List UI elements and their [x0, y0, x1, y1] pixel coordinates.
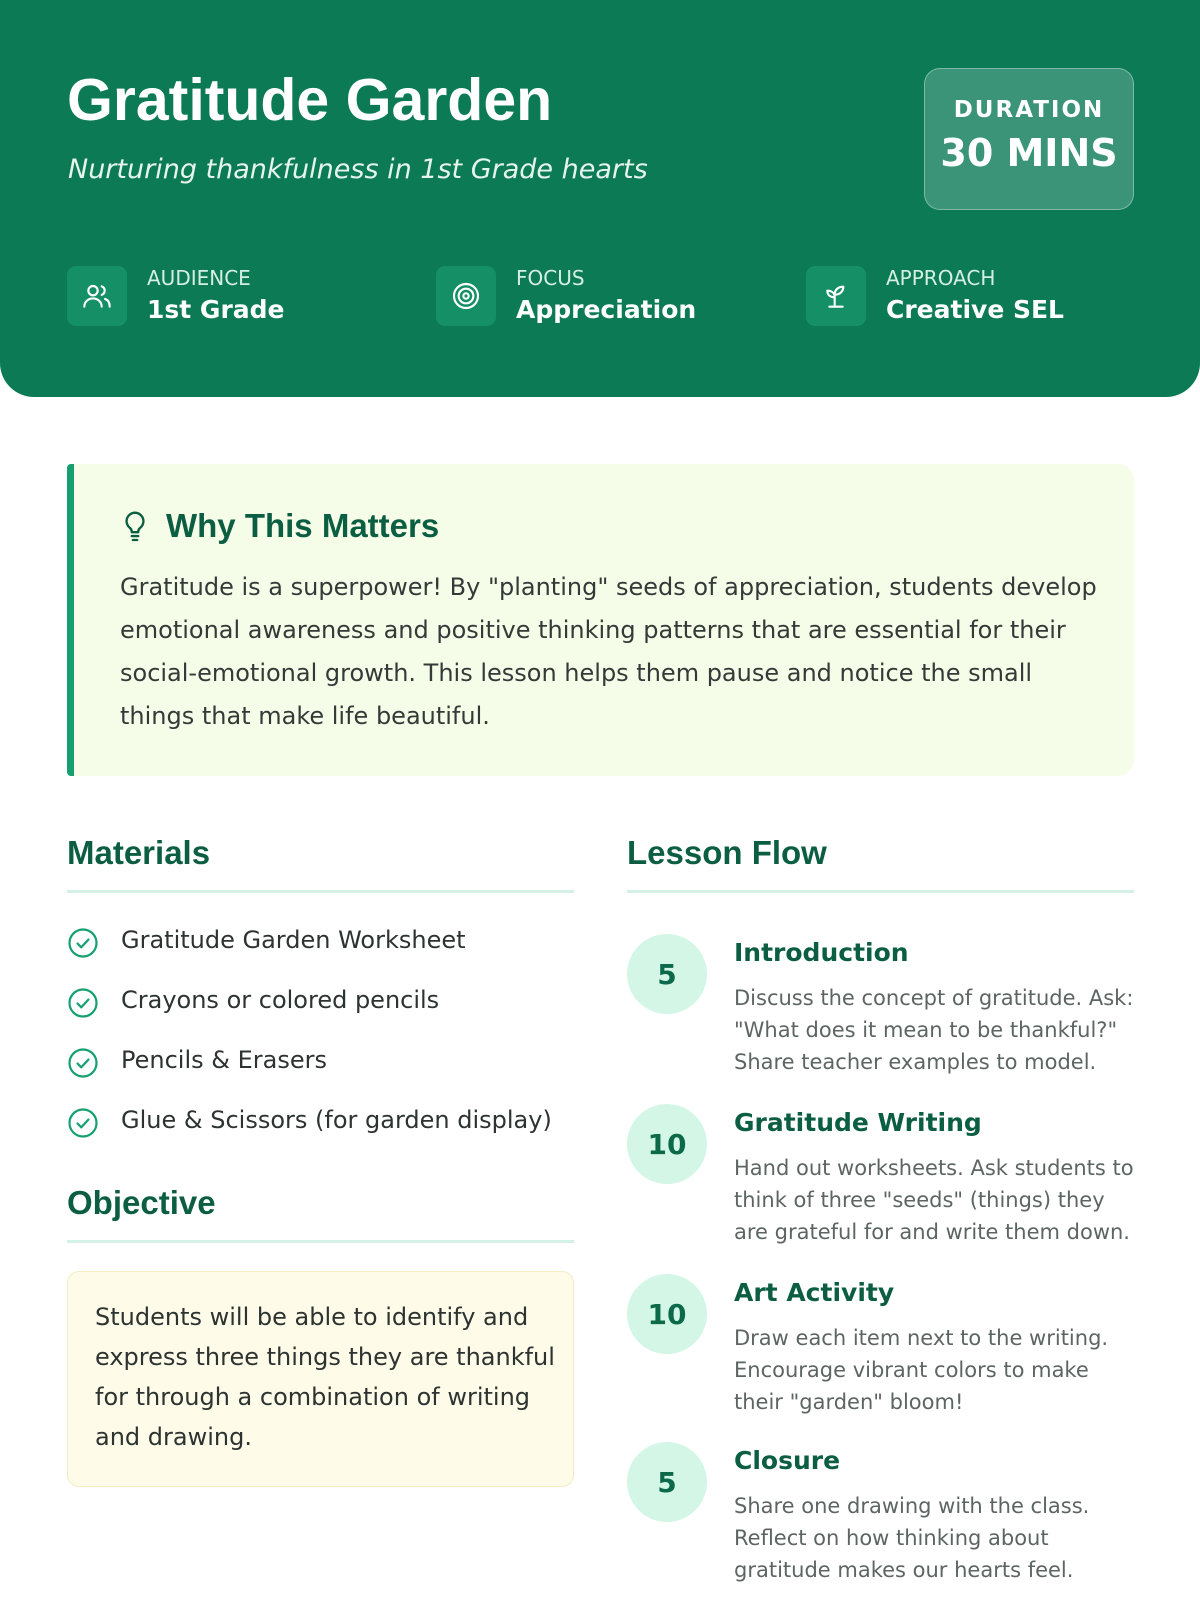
objective-divider	[67, 1240, 574, 1243]
check-circle-icon	[67, 1047, 99, 1083]
step-title: Introduction	[734, 938, 909, 967]
target-icon	[436, 266, 496, 326]
header-banner	[0, 0, 1200, 397]
material-label: Crayons or colored pencils	[121, 986, 440, 1014]
step-minutes-badge: 5	[627, 934, 707, 1014]
step-title: Art Activity	[734, 1278, 895, 1307]
check-circle-icon	[67, 987, 99, 1023]
step-minutes-badge: 10	[627, 1104, 707, 1184]
step-description: Draw each item next to the writing. Encourage vibrant colors to make their "garden" bloom!	[734, 1326, 1109, 1414]
check-circle-icon	[67, 1107, 99, 1143]
why-title: Why This Matters	[166, 507, 440, 544]
meta-approach-value: Creative SEL	[886, 295, 1064, 324]
materials-divider	[67, 890, 574, 893]
step-title: Gratitude Writing	[734, 1108, 982, 1137]
meta-focus-label: FOCUS	[516, 266, 585, 290]
step-description: Share one drawing with the class. Reflect on how thinking about gratitude makes our hearts feel.	[734, 1494, 1090, 1582]
meta-audience-label: AUDIENCE	[147, 266, 251, 290]
lesson-flow-heading: Lesson Flow	[627, 834, 827, 871]
users-icon	[67, 266, 127, 326]
duration-value: 30 MINS	[940, 131, 1118, 175]
page-title: Gratitude Garden	[67, 67, 553, 133]
material-label: Gratitude Garden Worksheet	[121, 926, 466, 954]
sprout-icon	[806, 266, 866, 326]
why-text: Gratitude is a superpower! By "planting" seeds of appreciation, students develop emotional awareness and positive thinking patterns that are essential for their social-emotional growth. This lesson helps them pause and notice the small things that make life beautiful.	[120, 573, 1097, 730]
step-title: Closure	[734, 1446, 841, 1475]
meta-audience-value: 1st Grade	[147, 295, 285, 324]
step-description: Discuss the concept of gratitude. Ask: "What does it mean to be thankful?" Share teacher examples to model.	[734, 986, 1134, 1074]
lightbulb-icon	[122, 510, 148, 548]
step-minutes-badge: 5	[627, 1442, 707, 1522]
check-circle-icon	[67, 927, 99, 963]
material-label: Pencils & Erasers	[121, 1046, 327, 1074]
meta-approach-label: APPROACH	[886, 266, 996, 290]
objective-text: Students will be able to identify and express three things they are thankful for through a combination of writing and drawing.	[95, 1303, 555, 1451]
page-subtitle: Nurturing thankfulness in 1st Grade hearts	[68, 154, 648, 185]
meta-focus-value: Appreciation	[516, 295, 697, 324]
objective-box	[67, 1271, 574, 1487]
material-label: Glue & Scissors (for garden display)	[121, 1106, 552, 1134]
step-minutes-badge: 10	[627, 1274, 707, 1354]
materials-heading: Materials	[67, 834, 211, 871]
duration-label: DURATION	[953, 97, 1105, 123]
duration-badge	[924, 68, 1134, 210]
objective-heading: Objective	[67, 1184, 216, 1221]
lesson-flow-divider	[627, 890, 1134, 893]
step-description: Hand out worksheets. Ask students to think of three "seeds" (things) they are grateful for and write them down.	[734, 1156, 1134, 1244]
why-this-matters-callout	[67, 464, 1134, 776]
